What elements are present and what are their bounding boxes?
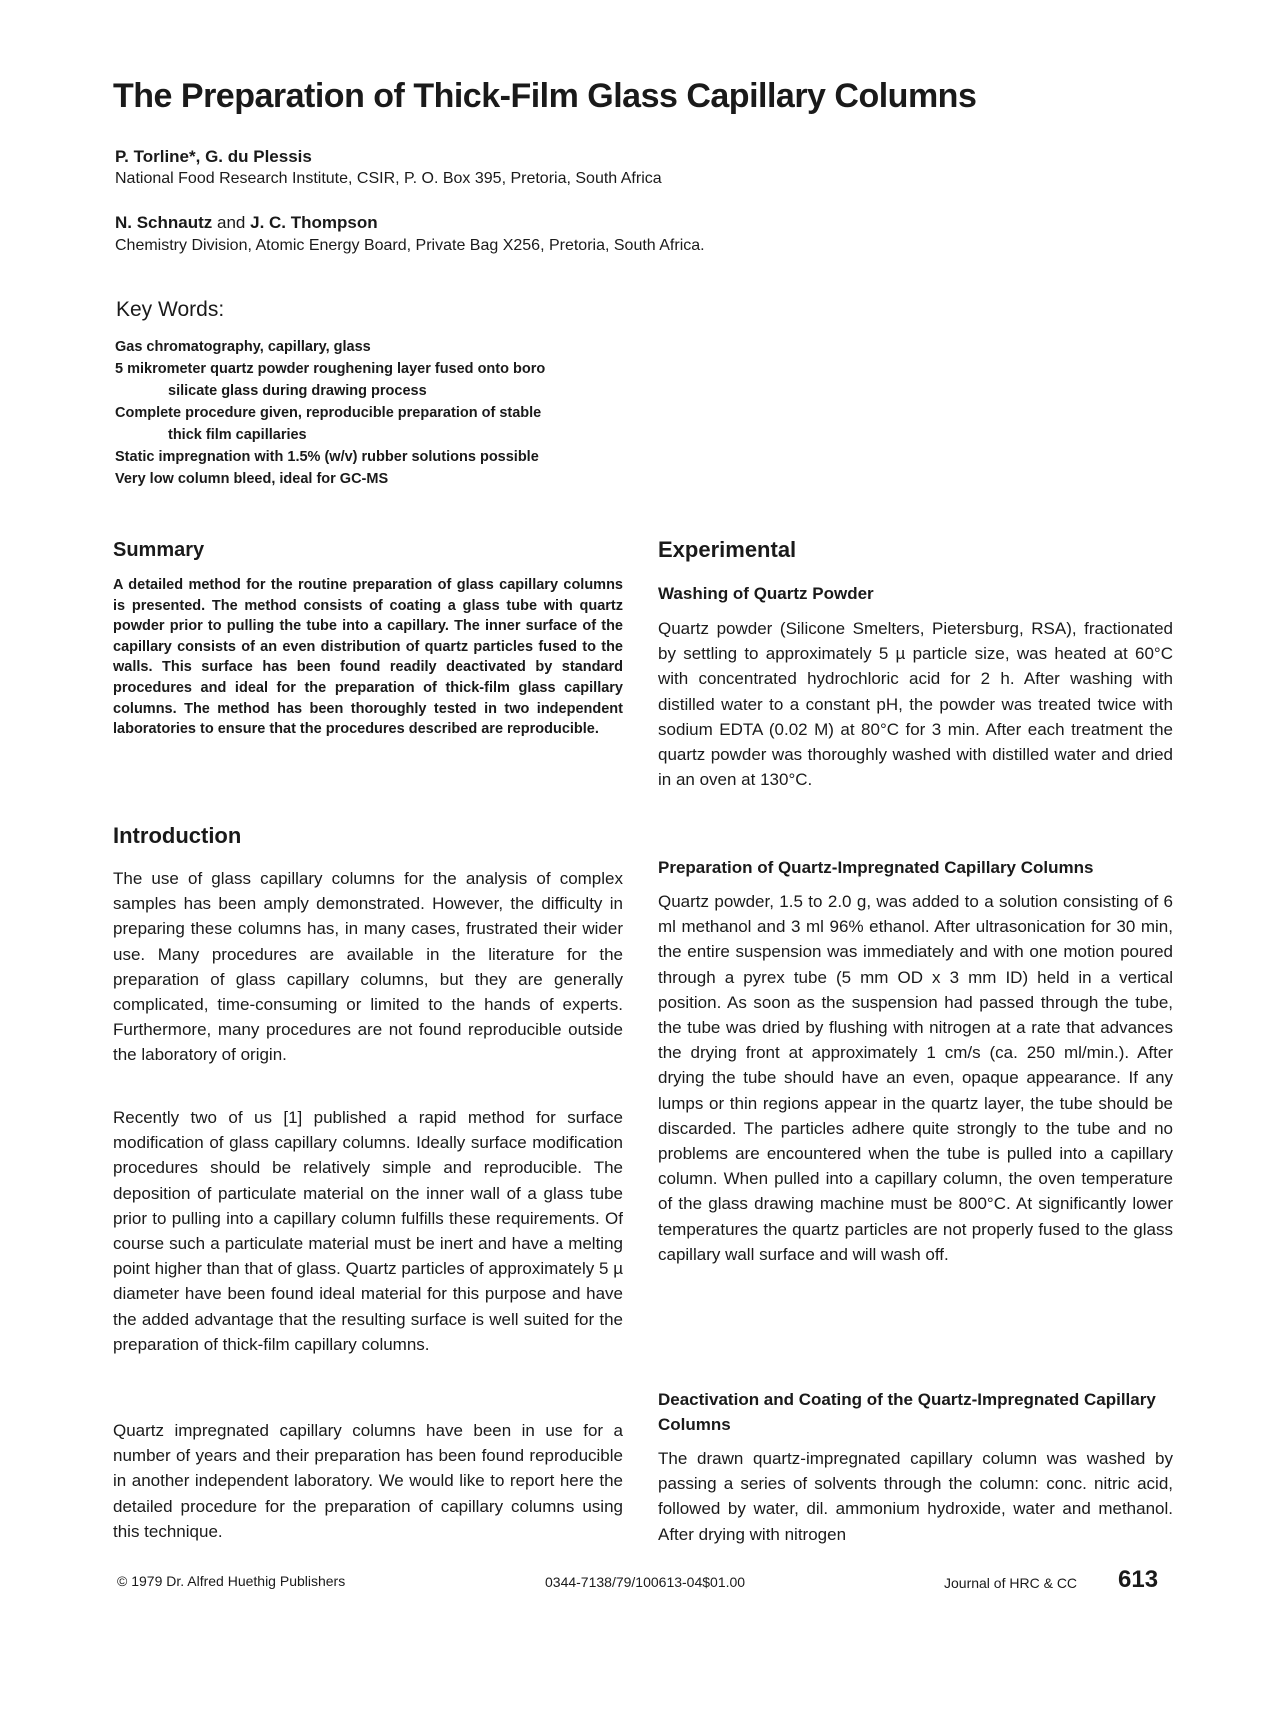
keywords-heading: Key Words: xyxy=(116,298,225,321)
summary-heading: Summary xyxy=(113,539,205,561)
keyword-item xyxy=(115,336,635,358)
preparation-heading: Preparation of Quartz-Impregnated Capillary Columns xyxy=(658,858,1094,877)
keyword-line: Complete procedure given, reproducible preparation of stable xyxy=(115,405,542,421)
keyword-line: 5 mikrometer quartz powder roughening layer fused onto boro xyxy=(115,361,546,377)
experimental-heading: Experimental xyxy=(658,537,797,562)
paper-title: The Preparation of Thick-Film Glass Capillary Columns xyxy=(113,77,977,115)
footer-copyright: © 1979 Dr. Alfred Huethig Publishers xyxy=(117,1573,346,1589)
washing-text: Quartz powder (Silicone Smelters, Pietersburg, RSA), fractionated by settling to approximately 5 µ particle size, was heated at 60°C with concentrated hydrochloric acid for 2 h. After washing with distilled water to a constant pH, the powder was treated twice with sodium EDTA (0.02 M) at 80°C for 3 min. After each treatment the quartz powder was thoroughly washed with distilled water and dried in an oven at 130°C. xyxy=(658,619,1173,790)
preparation-text: Quartz powder, 1.5 to 2.0 g, was added to a solution consisting of 6 ml methanol and 3 ml 96% ethanol. After ultrasonication for 30 min, the entire suspension was immediately and with one motion poured through a pyrex tube (5 mm OD x 3 mm ID) held in a vertical position. As soon as the suspension had passed through the tube, the tube was dried by flushing with nitrogen at a rate that advances the drying front at approximately 1 cm/s (ca. 250 ml/min.). After drying the tube should have an even, opaque appearance. If any lumps or thin regions appear in the quartz layer, the tube should be discarded. The particles adhere quite strongly to the tube and no problems are encountered when the tube is pulled into a capillary column. When pulled into a capillary column, the oven temperature of the glass drawing machine must be 800°C. At significantly lower temperatures the quartz particles are not properly fused to the glass capillary wall surface and will wash off. xyxy=(658,892,1173,1264)
introduction-paragraph-2: Recently two of us [1] published a rapid method for surface modification of glass capillary columns. Ideally surface modification procedures should be relatively simple and reproducible. The deposition of particulate material on the inner wall of a glass tube prior to pulling into a capillary column fulfills these requirements. Of course such a particulate material must be inert and have a melting point higher than that of glass. Quartz particles of approximately 5 µ diameter have been found ideal material for this purpose and have the added advantage that the resulting surface is well suited for the preparation of thick-film capillary columns. xyxy=(113,1108,623,1354)
keyword-item xyxy=(115,446,635,468)
introduction-heading: Introduction xyxy=(113,823,242,848)
author-affiliation-2: Chemistry Division, Atomic Energy Board, Private Bag X256, Pretoria, South Africa. xyxy=(115,237,705,254)
author-names-bold: P. Torline*, G. du Plessis xyxy=(115,147,312,166)
author-names-2 xyxy=(115,212,378,234)
author-names-bold: J. C. Thompson xyxy=(250,213,378,232)
keyword-line: Static impregnation with 1.5% (w/v) rubber solutions possible xyxy=(115,449,539,465)
introduction-paragraph-3: Quartz impregnated capillary columns have been in use for a number of years and their preparation has been found reproducible in another independent laboratory. We would like to report here the detailed procedure for the preparation of capillary columns using this technique. xyxy=(113,1421,623,1541)
footer-page-number: 613 xyxy=(1118,1566,1159,1593)
footer-journal-name: Journal of HRC & CC xyxy=(944,1575,1078,1591)
keyword-line: Gas chromatography, capillary, glass xyxy=(115,339,371,355)
keyword-continuation: silicate glass during drawing process xyxy=(168,383,427,399)
keyword-item xyxy=(115,358,635,402)
washing-heading: Washing of Quartz Powder xyxy=(658,584,874,603)
summary-text: A detailed method for the routine preparation of glass capillary columns is presented. The method consists of coating a glass tube with quartz powder prior to pulling the tube into a capillary. The inner surface of the capillary consists of an even distribution of quartz particles fused to the walls. This surface has been found readily deactivated by standard procedures and ideal for the preparation of thick-film glass capillary columns. The method has been thoroughly tested in two independent laboratories to ensure that the procedures described are reproducible. xyxy=(113,577,623,738)
author-names-1 xyxy=(115,146,312,168)
keywords-list xyxy=(115,336,635,490)
keyword-line: Very low column bleed, ideal for GC-MS xyxy=(115,471,389,487)
author-affiliation-1: National Food Research Institute, CSIR, P. O. Box 395, Pretoria, South Africa xyxy=(115,170,662,187)
keyword-continuation: thick film capillaries xyxy=(168,427,307,443)
footer-article-code: 0344-7138/79/100613-04$01.00 xyxy=(545,1574,746,1590)
author-names-bold: N. Schnautz xyxy=(115,213,213,232)
deactivation-heading: Deactivation and Coating of the Quartz-Impregnated Capillary Columns xyxy=(658,1390,1156,1434)
deactivation-text: The drawn quartz-impregnated capillary column was washed by passing a series of solvents through the column: conc. nitric acid, followed by water, dil. ammonium hydroxide, water and methanol. After drying with nitrogen xyxy=(658,1449,1173,1544)
keyword-item xyxy=(115,402,635,446)
introduction-paragraph-1: The use of glass capillary columns for the analysis of complex samples has been amply demonstrated. However, the difficulty in preparing these columns has, in many cases, frustrated their wider use. Many procedures are available in the literature for the preparation of glass capillary columns, but they are generally complicated, time-consuming or limited to the hands of experts. Furthermore, many procedures are not found reproducible outside the laboratory of origin. xyxy=(113,869,623,1065)
author-names-and: and xyxy=(212,213,251,232)
keyword-item xyxy=(115,468,635,490)
